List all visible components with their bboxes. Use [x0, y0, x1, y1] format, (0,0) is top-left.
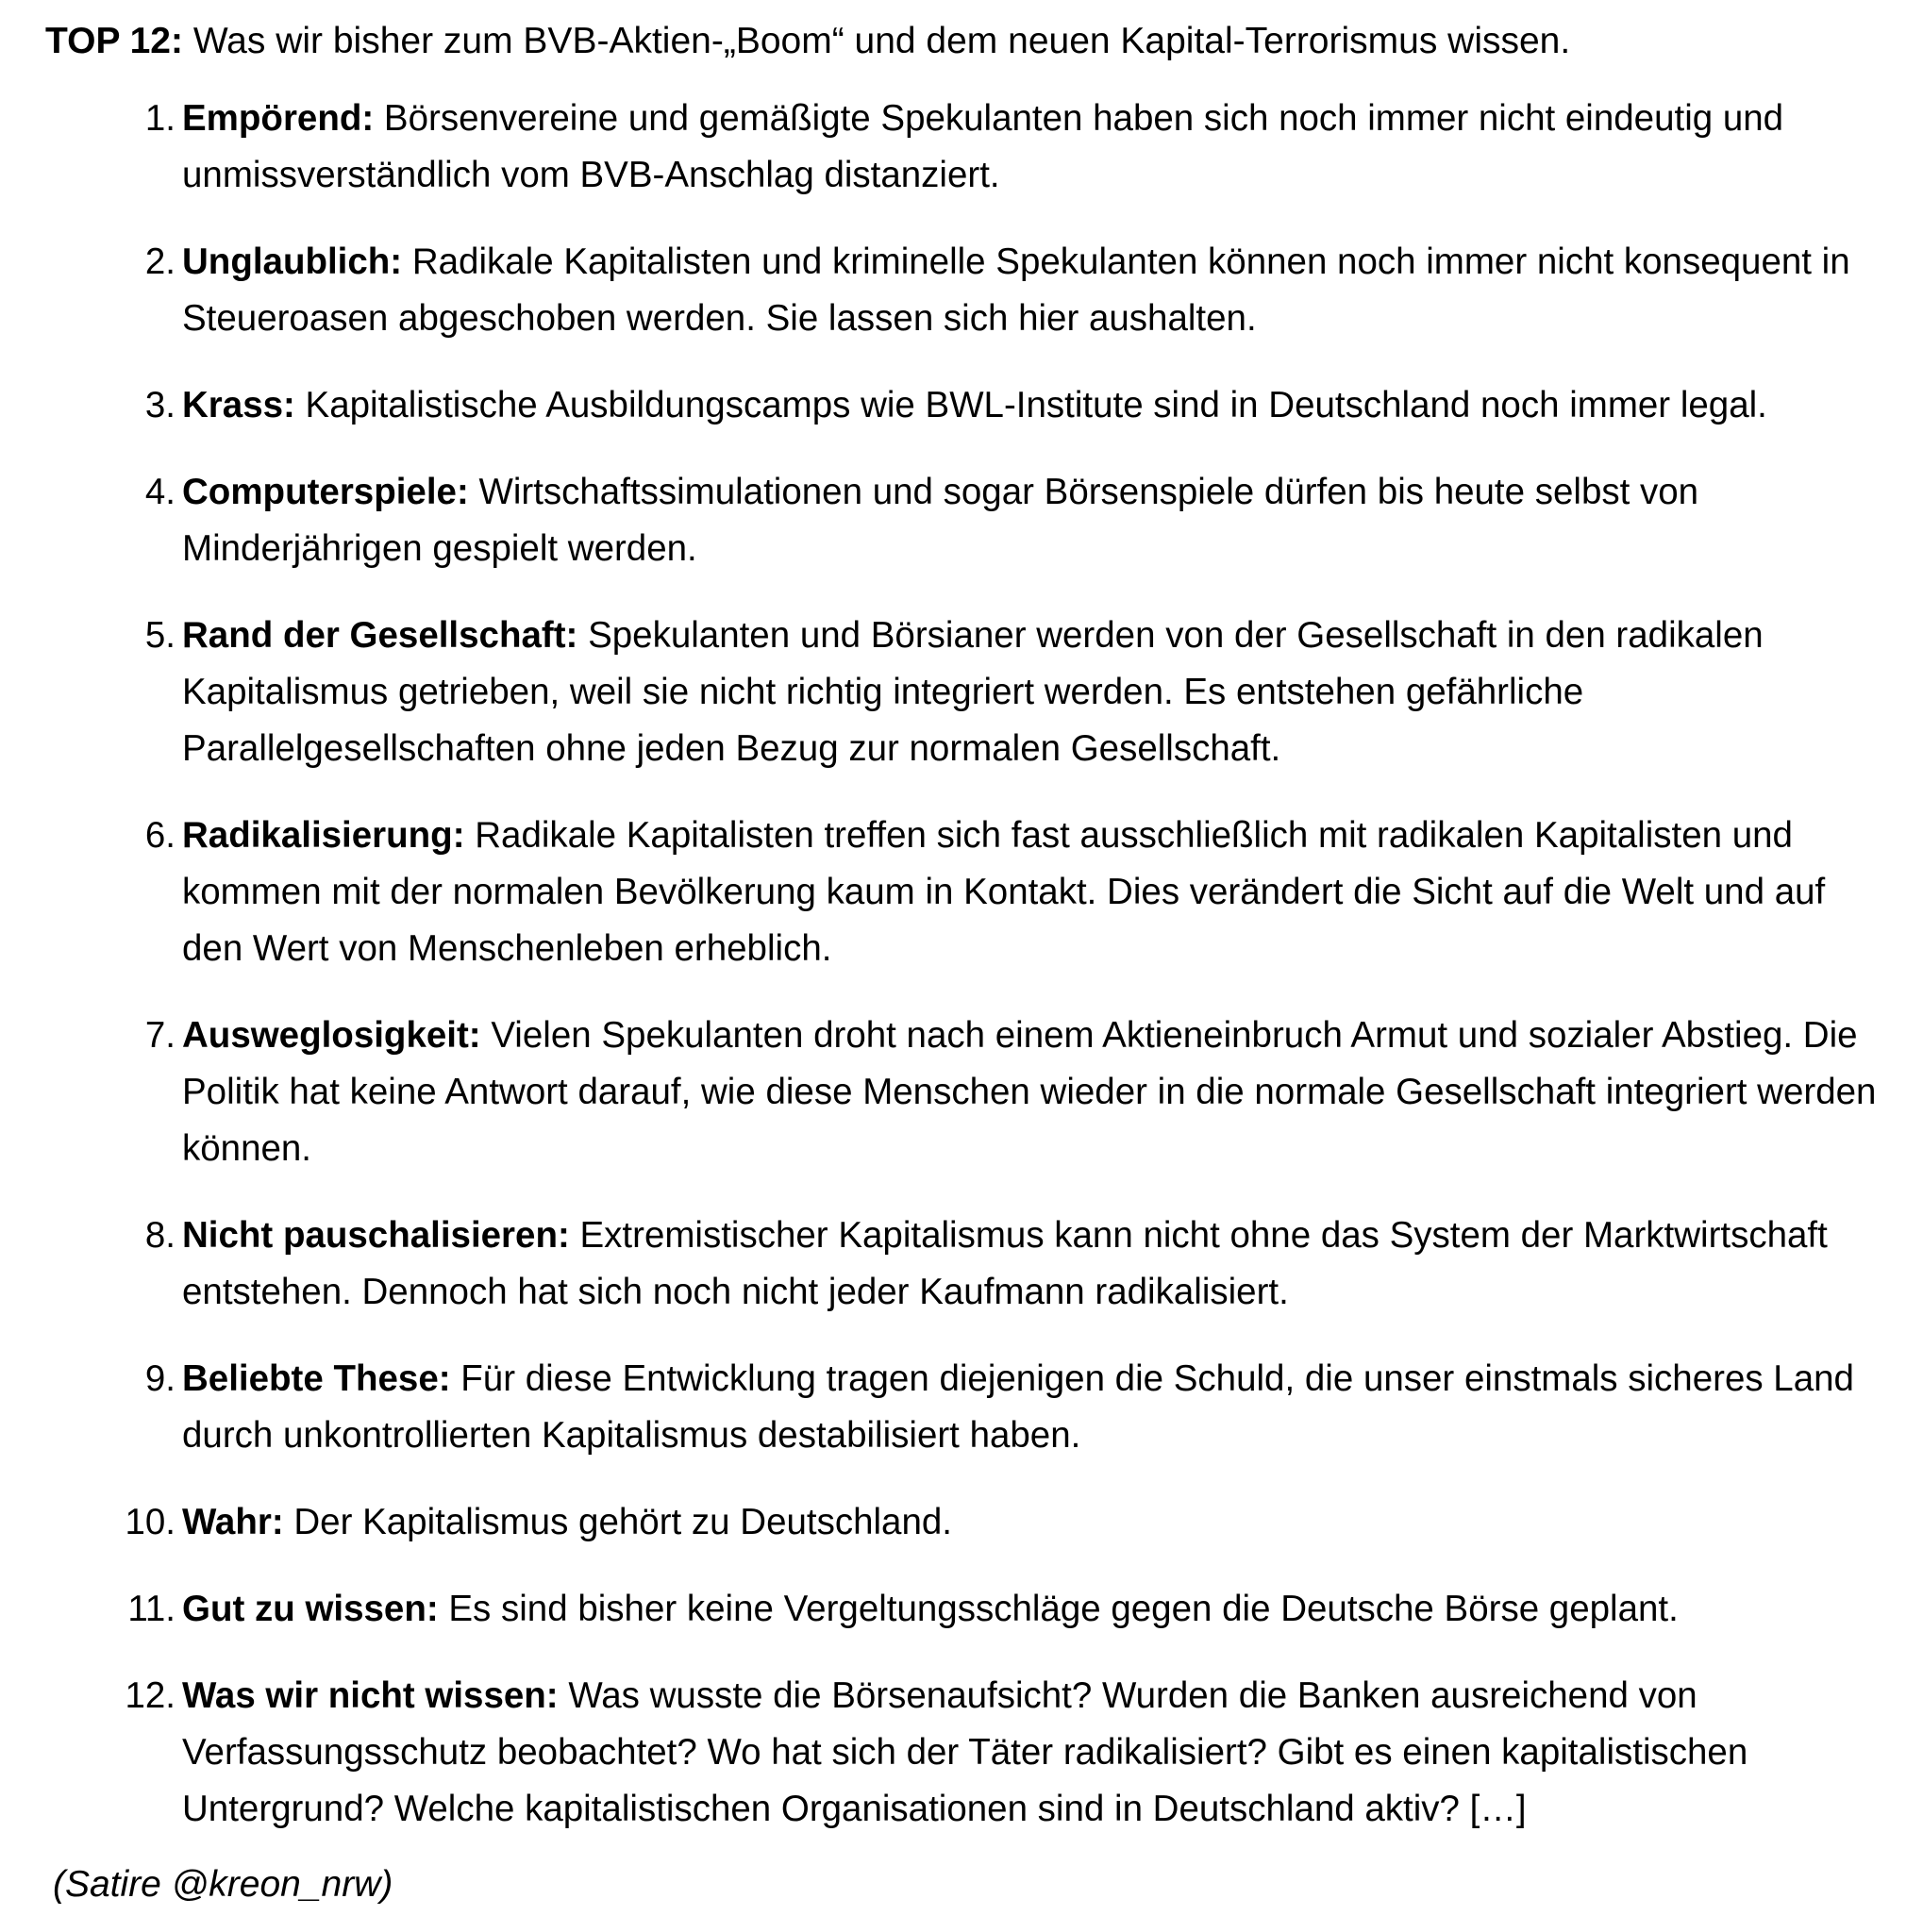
- list-item-number: 6.: [144, 815, 176, 856]
- list-item-text: Kapitalistische Ausbildungscamps wie BWL-Institute sind in Deutschland noch immer legal.: [305, 385, 1767, 425]
- list-item-term: Wahr:: [182, 1502, 284, 1542]
- list-item-term: Beliebte These:: [182, 1358, 451, 1399]
- list-item-term: Radikalisierung:: [182, 815, 465, 856]
- list-item-number: 9.: [144, 1358, 176, 1399]
- list-item-term: Gut zu wissen:: [182, 1589, 439, 1629]
- list-item-number: 12.: [125, 1675, 176, 1716]
- list-item-number: 10.: [125, 1502, 176, 1542]
- list-item-text: Wirtschaftssimulationen und sogar Börsenspiele dürfen bis heute selbst von Minderjährigen gespielt werden.: [182, 472, 1699, 569]
- list-item-term: Computerspiele:: [182, 472, 469, 512]
- list-item-term: Nicht pauschalisieren:: [182, 1215, 570, 1256]
- list-item: [45, 91, 1885, 204]
- list-item-term: Rand der Gesellschaft:: [182, 615, 578, 656]
- list-item-text: Für diese Entwicklung tragen diejenigen die Schuld, die unser einstmals sicheres Land durch unkontrollierten Kapitalismus destabilisiert haben.: [182, 1358, 1854, 1456]
- list-item-text: Radikale Kapitalisten treffen sich fast ausschließlich mit radikalen Kapitalisten und kommen mit der normalen Bevölkerung kaum in Kontakt. Dies verändert die Sicht auf die Welt und auf den Wert von Menschenleben erheblich.: [182, 815, 1826, 969]
- list-item: [45, 464, 1885, 577]
- list-item-number: 11.: [127, 1589, 176, 1629]
- list-item-number: 8.: [144, 1215, 176, 1256]
- list-item-text: Spekulanten und Börsianer werden von der Gesellschaft in den radikalen Kapitalismus getrieben, weil sie nicht richtig integriert werden. Es entstehen gefährliche Parallelgesellschaften ohne jeden Bezug zur normalen Gesellschaft.: [182, 615, 1764, 769]
- list-item-number: 1.: [144, 98, 176, 139]
- document-heading: [45, 17, 1885, 66]
- list-item-text: Radikale Kapitalisten und kriminelle Spekulanten können noch immer nicht konsequent in Steueroasen abgeschoben werden. Sie lassen sich hier aushalten.: [182, 242, 1850, 339]
- list-item-number: 5.: [144, 615, 176, 656]
- list-item: [45, 608, 1885, 777]
- list-item: [45, 1494, 1885, 1551]
- list-item: [45, 234, 1885, 347]
- list-item-number: 7.: [144, 1015, 176, 1056]
- list-item: [45, 1208, 1885, 1321]
- heading-text: Was wir bisher zum BVB-Aktien-„Boom“ und dem neuen Kapital-Terrorismus wissen.: [192, 21, 1571, 61]
- list-item: [45, 1581, 1885, 1638]
- list-item: [45, 1668, 1885, 1838]
- list-item-text: Der Kapitalismus gehört zu Deutschland.: [293, 1502, 952, 1542]
- heading-lead: TOP 12:: [45, 21, 183, 61]
- list-item-number: 3.: [144, 385, 176, 425]
- list-item-term: Krass:: [182, 385, 295, 425]
- satire-credit: (Satire @kreon_nrw): [53, 1864, 393, 1905]
- list-item-text: Extremistischer Kapitalismus kann nicht ohne das System der Marktwirtschaft entstehen. Dennoch hat sich noch nicht jeder Kaufmann radikalisiert.: [182, 1215, 1828, 1312]
- list-item: [45, 1351, 1885, 1464]
- list-item-text: Es sind bisher keine Vergeltungsschläge gegen die Deutsche Börse geplant.: [448, 1589, 1679, 1629]
- list-item-text: Vielen Spekulanten droht nach einem Aktieneinbruch Armut und sozialer Abstieg. Die Politik hat keine Antwort darauf, wie diese Menschen wieder in die normale Gesellschaft integriert werden können.: [182, 1015, 1877, 1169]
- list-item-term: Was wir nicht wissen:: [182, 1675, 559, 1716]
- list-item-term: Ausweglosigkeit:: [182, 1015, 481, 1056]
- numbered-list: [45, 91, 1885, 1838]
- list-item-text: Was wusste die Börsenaufsicht? Wurden die Banken ausreichend von Verfassungsschutz beobachtet? Wo hat sich der Täter radikalisiert? Gibt es einen kapitalistischen Untergrund? Welche kapitalistischen Organisationen sind in Deutschland aktiv? […]: [182, 1675, 1748, 1829]
- list-item-text: Börsenvereine und gemäßigte Spekulanten haben sich noch immer nicht eindeutig und unmissverständlich vom BVB-Anschlag distanziert.: [182, 98, 1784, 195]
- list-item: [45, 1008, 1885, 1177]
- list-item: [45, 377, 1885, 434]
- list-item-number: 2.: [144, 242, 176, 282]
- list-item-term: Empörend:: [182, 98, 375, 139]
- list-item: [45, 808, 1885, 977]
- list-item-term: Unglaublich:: [182, 242, 403, 282]
- list-item-number: 4.: [144, 472, 176, 512]
